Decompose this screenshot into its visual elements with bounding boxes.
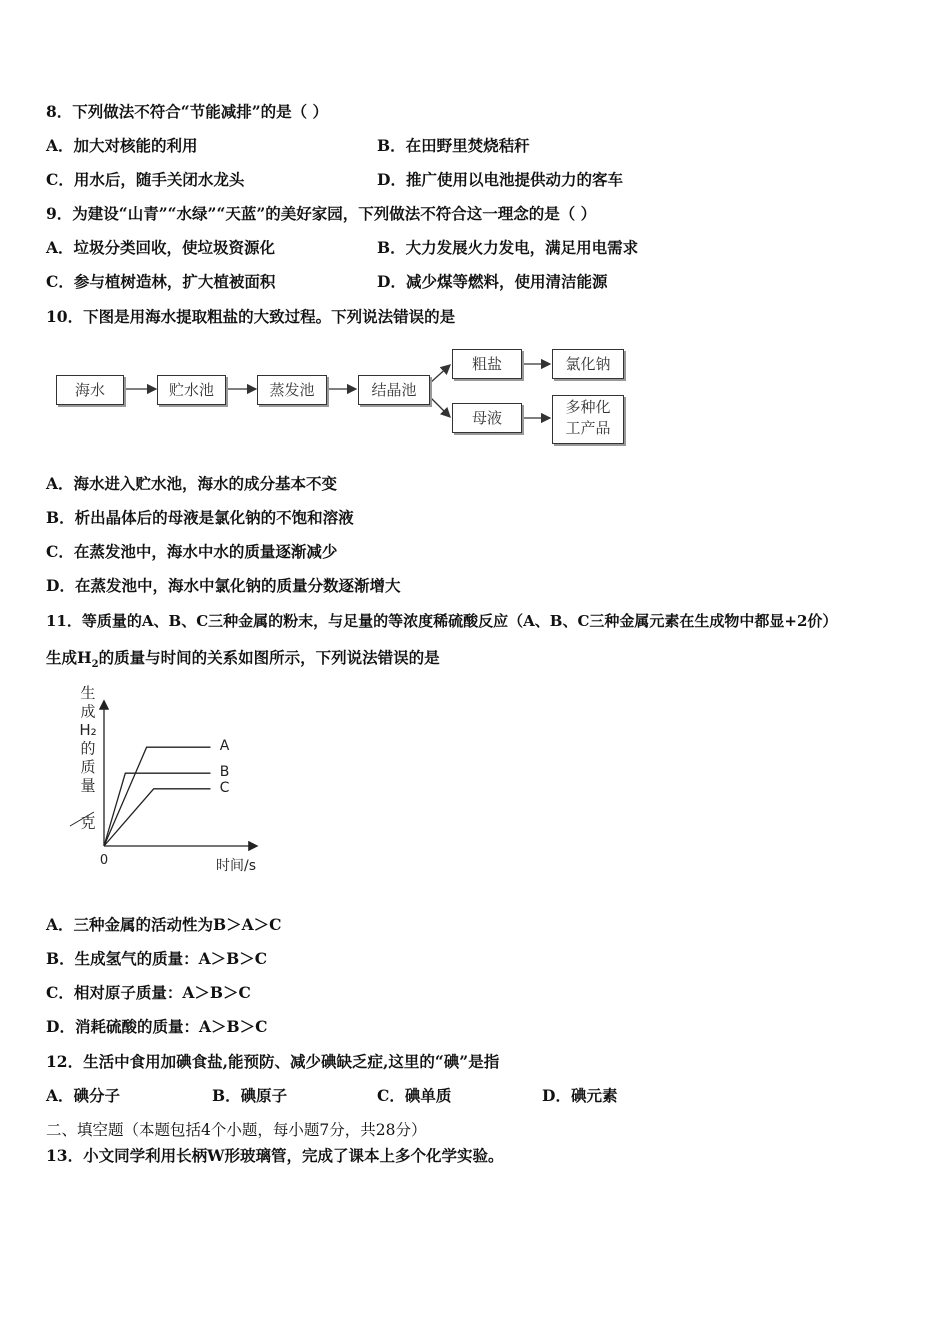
q8-option-d: D．推广使用以电池提供动力的客车 [377, 170, 623, 189]
ylabel-char: 质 [80, 758, 96, 776]
q10-option-c: C．在蒸发池中，海水中水的质量逐渐减少 [46, 542, 338, 561]
origin-label: 0 [99, 853, 109, 868]
arrow-crystallization-crude [430, 365, 450, 383]
q12-stem: 12．生活中食用加碘食盐,能预防、减少碘缺乏症,这里的“碘”是指 [46, 1052, 500, 1071]
series-label-a: A [219, 738, 230, 755]
q10-option-a: A．海水进入贮水池，海水的成分基本不变 [46, 474, 338, 493]
box-seawater: 海水 [56, 375, 124, 405]
box-crystallization-pool: 结晶池 [358, 375, 430, 405]
q12-option-b: B．碘原子 [212, 1086, 288, 1105]
box-mother-liquor: 母液 [452, 403, 522, 433]
hydrogen-mass-chart [66, 680, 276, 880]
q11-stem-line1: 11．等质量的A、B、C三种金属的粉末，与足量的等浓度稀硫酸反应（A、B、C三种金属元素在生成物中都显+2价） [46, 612, 838, 630]
chart-svg [66, 680, 276, 880]
ylabel-char: 量 [80, 776, 96, 795]
ylabel-char: 的 [80, 739, 96, 758]
q13-stem: 13．小文同学利用长柄W形玻璃管，完成了课本上多个化学实验。 [46, 1146, 504, 1165]
arrow-crystallization-mother [430, 397, 450, 417]
salt-process-diagram [50, 345, 640, 450]
q11-stem-line2: 生成$H_2$的质量与时间的关系如图所示，下列说法错误的是 [46, 648, 440, 671]
q10-option-d: D．在蒸发池中，海水中氯化钠的质量分数逐渐增大 [46, 576, 401, 595]
section2-heading: 二、填空题（本题包括4个小题，每小题7分，共28分） [46, 1121, 427, 1139]
q9-option-a: A．垃圾分类回收，使垃圾资源化 [46, 238, 276, 257]
ylabel-char: 克 [80, 813, 96, 832]
box-sodium-chloride: 氯化钠 [552, 349, 624, 379]
q9-option-b: B．大力发展火力发电，满足用电需求 [377, 238, 639, 257]
series-line-c [104, 789, 211, 846]
q10-stem: 10．下图是用海水提取粗盐的大致过程。下列说法错误的是 [46, 307, 456, 326]
ylabel-char: 成 [80, 702, 96, 721]
q10-option-b: B．析出晶体后的母液是氯化钠的不饱和溶液 [46, 508, 354, 527]
products-line-2: 工产品 [565, 419, 611, 437]
series-label-c: C [219, 779, 230, 796]
q8-stem: 8．下列做法不符合“节能减排”的是（ ） [46, 102, 329, 121]
series-line-a [104, 747, 211, 846]
ylabel-char: 生 [80, 684, 96, 702]
q9-stem: 9．为建设“山青”“水绿”“天蓝”的美好家园，下列做法不符合这一理念的是（ ） [46, 204, 597, 223]
q9-option-c: C．参与植树造林，扩大植被面积 [46, 272, 276, 291]
q8-option-a: A．加大对核能的利用 [46, 136, 198, 155]
ylabel-char: H₂ [79, 721, 97, 739]
products-line-1: 多种化 [565, 398, 611, 416]
x-axis-label: 时间/s [215, 858, 257, 874]
series-label-b: B [219, 764, 230, 781]
q12-option-a: A．碘分子 [46, 1086, 121, 1105]
q12-option-d: D．碘元素 [542, 1086, 618, 1105]
box-evaporation-pool: 蒸发池 [257, 375, 327, 405]
q11-option-a: A．三种金属的活动性为B＞A＞C [46, 915, 282, 934]
q11-option-b: B．生成氢气的质量：A＞B＞C [46, 949, 268, 968]
box-chemical-products [552, 395, 624, 444]
q9-option-d: D．减少煤等燃料，使用清洁能源 [377, 272, 608, 291]
box-storage-pool: 贮水池 [157, 375, 226, 405]
q8-option-b: B．在田野里焚烧秸秆 [377, 136, 530, 155]
q11-option-c: C．相对原子质量：A＞B＞C [46, 983, 251, 1002]
box-crude-salt: 粗盐 [452, 349, 522, 379]
q8-option-c: C．用水后，随手关闭水龙头 [46, 170, 245, 189]
q11-option-d: D．消耗硫酸的质量：A＞B＞C [46, 1017, 268, 1036]
q12-option-c: C．碘单质 [377, 1086, 452, 1105]
